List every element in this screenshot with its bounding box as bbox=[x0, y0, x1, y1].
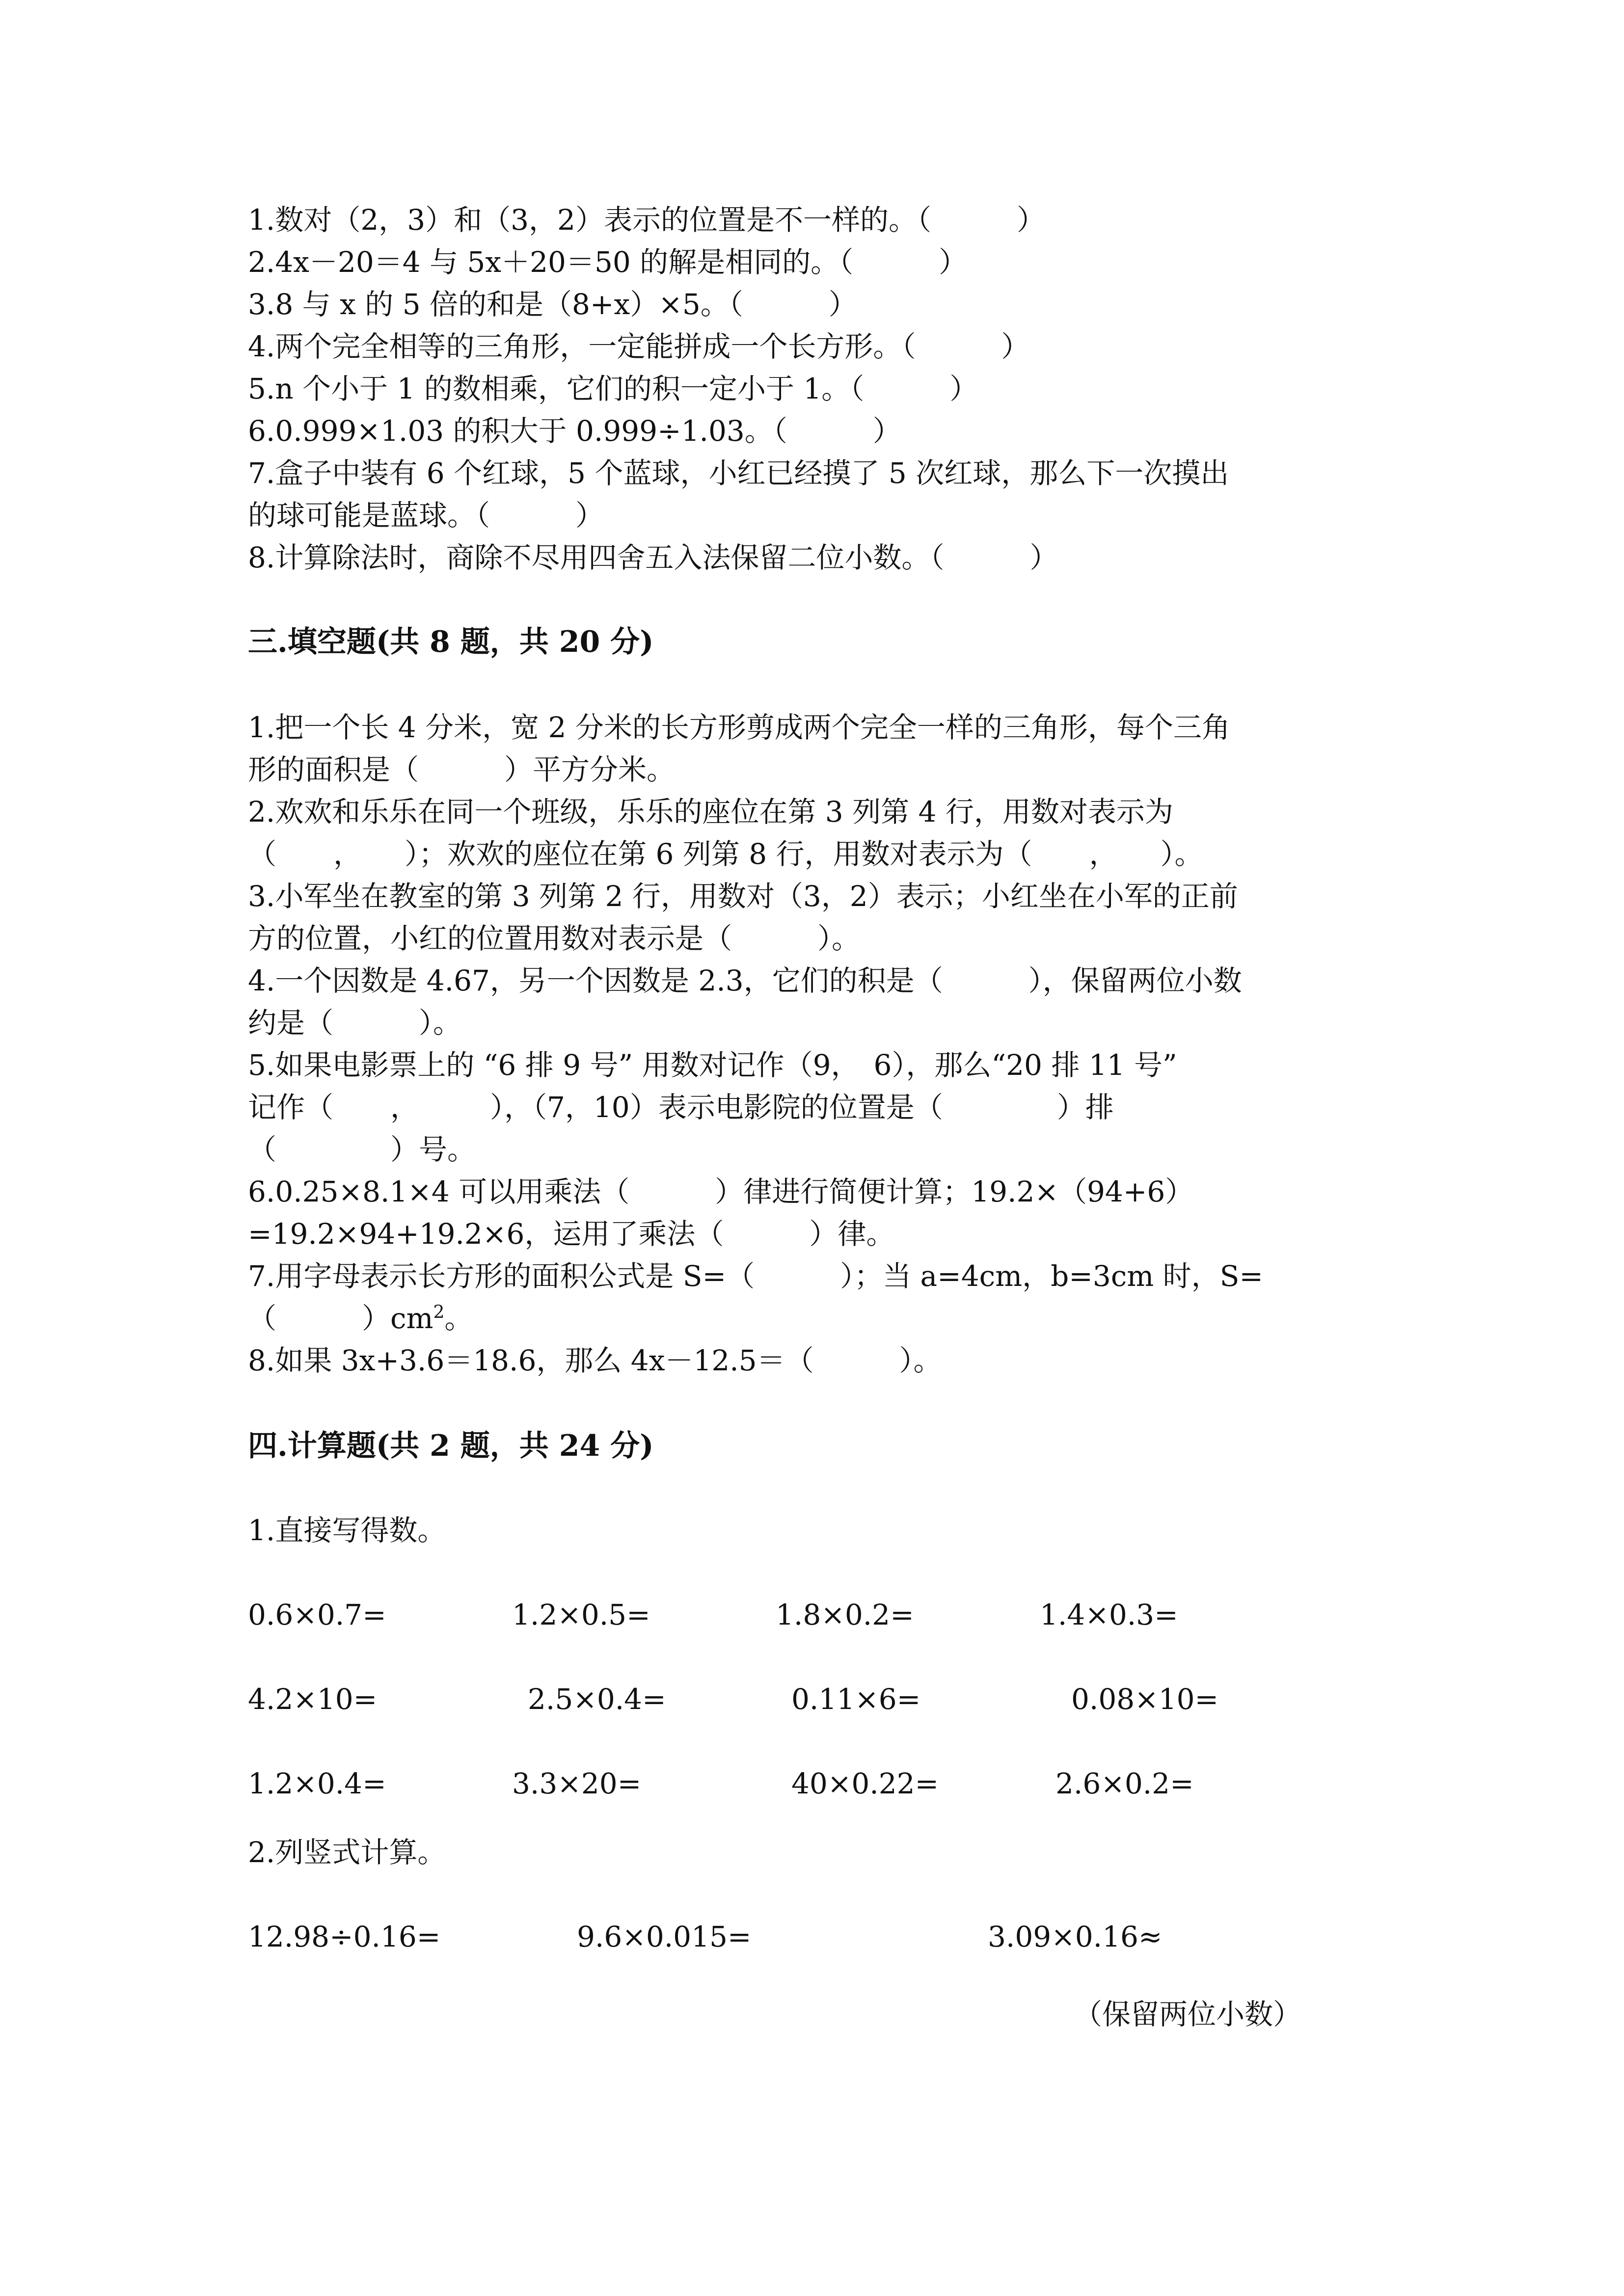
fill-line-9: 5.如果电影票上的 “6 排 9 号” 用数对记作（9， 6），那么“20 排 11 号” bbox=[248, 1048, 1177, 1082]
calc-q1-label: 1.直接写得数。 bbox=[248, 1514, 446, 1547]
fill-line-12: 6.0.25×8.1×4 可以用乘法（ ）律进行简便计算；19.2×（94+6） bbox=[248, 1175, 1194, 1208]
judge-item-1: 1.数对（2，3）和（3，2）表示的位置是不一样的。（ ） bbox=[248, 203, 1045, 237]
fill-line-10: 记作（ ， ），（7，10）表示电影院的位置是（ ）排 bbox=[248, 1091, 1114, 1124]
judge-item-2: 2.4x－20＝4 与 5x＋20＝50 的解是相同的。（ ） bbox=[248, 245, 968, 279]
fill-line-14: 7.用字母表示长方形的面积公式是 S=（ ）；当 a=4cm，b=3cm 时，S= bbox=[248, 1259, 1263, 1293]
judge-item-6: 6.0.999×1.03 的积大于 0.999÷1.03。（ ） bbox=[248, 414, 901, 448]
fill-line-2: 形的面积是（ ）平方分米。 bbox=[248, 753, 676, 786]
calc-q1-r2-c2: 2.5×0.4= bbox=[528, 1682, 666, 1716]
fill-line-7: 4.一个因数是 4.67，另一个因数是 2.3，它们的积是（ ），保留两位小数 bbox=[248, 964, 1242, 997]
calc-q2-note: （保留两位小数） bbox=[1074, 1998, 1302, 2031]
calc-q2-item-1: 12.98÷0.16= bbox=[248, 1920, 441, 1953]
fill-line-15 bbox=[248, 1301, 473, 1336]
calc-q1-r3-c2: 3.3×20= bbox=[512, 1767, 642, 1800]
fill-line-4: （ ， ）；欢欢的座位在第 6 列第 8 行，用数对表示为（ ， ）。 bbox=[248, 837, 1203, 871]
fill-line-5: 3.小军坐在教室的第 3 列第 2 行，用数对（3，2）表示；小红坐在小军的正前 bbox=[248, 880, 1238, 913]
calc-q2-item-3: 3.09×0.16≈ bbox=[988, 1920, 1163, 1953]
fill-line-3: 2.欢欢和乐乐在同一个班级，乐乐的座位在第 3 列第 4 行，用数对表示为 bbox=[248, 795, 1173, 828]
fill-line-13: =19.2×94+19.2×6，运用了乘法（ ）律。 bbox=[248, 1217, 895, 1251]
calc-q1-r3-c3: 40×0.22= bbox=[791, 1767, 939, 1800]
calc-q1-r1-c4: 1.4×0.3= bbox=[1040, 1598, 1178, 1631]
calc-q1-r2-c4: 0.08×10= bbox=[1071, 1682, 1219, 1716]
judge-item-5: 5.n 个小于 1 的数相乘，它们的积一定小于 1。（ ） bbox=[248, 372, 978, 405]
fill-line-11: （ ）号。 bbox=[248, 1133, 476, 1166]
judge-item-3: 3.8 与 x 的 5 倍的和是（8+x）×5。（ ） bbox=[248, 288, 857, 321]
fill-line-1: 1.把一个长 4 分米，宽 2 分米的长方形剪成两个完全一样的三角形，每个三角 bbox=[248, 711, 1230, 744]
section-3-heading: 三.填空题(共 8 题，共 20 分) bbox=[248, 625, 654, 659]
superscript-2: 2 bbox=[433, 1302, 445, 1323]
judge-item-7-cont: 的球可能是蓝球。（ ） bbox=[248, 499, 604, 532]
fill-line-8: 约是（ ）。 bbox=[248, 1006, 462, 1040]
calc-q1-r2-c3: 0.11×6= bbox=[791, 1682, 921, 1716]
calc-q1-r2-c1: 4.2×10= bbox=[248, 1682, 378, 1716]
calc-q1-r1-c1: 0.6×0.7= bbox=[248, 1598, 386, 1631]
judge-item-7: 7.盒子中装有 6 个红球，5 个蓝球，小红已经摸了 5 次红球，那么下一次摸出 bbox=[248, 456, 1229, 490]
calc-q2-label: 2.列竖式计算。 bbox=[248, 1836, 446, 1869]
calc-q1-r3-c1: 1.2×0.4= bbox=[248, 1767, 386, 1800]
fill-line-15-text: （ ）cm bbox=[248, 1302, 433, 1335]
calc-q1-r1-c2: 1.2×0.5= bbox=[512, 1598, 650, 1631]
section-4-heading: 四.计算题(共 2 题，共 24 分) bbox=[248, 1429, 654, 1463]
fill-line-15-suffix: 。 bbox=[444, 1302, 473, 1335]
judge-item-8: 8.计算除法时，商除不尽用四舍五入法保留二位小数。（ ） bbox=[248, 541, 1058, 574]
fill-line-16: 8.如果 3x+3.6＝18.6，那么 4x－12.5＝（ ）。 bbox=[248, 1344, 942, 1377]
calc-q1-r3-c4: 2.6×0.2= bbox=[1056, 1767, 1194, 1800]
judge-item-4: 4.两个完全相等的三角形，一定能拼成一个长方形。（ ） bbox=[248, 330, 1030, 363]
calc-q2-item-2: 9.6×0.015= bbox=[577, 1920, 752, 1953]
fill-line-6: 方的位置，小红的位置用数对表示是（ ）。 bbox=[248, 922, 861, 955]
calc-q1-r1-c3: 1.8×0.2= bbox=[776, 1598, 914, 1631]
